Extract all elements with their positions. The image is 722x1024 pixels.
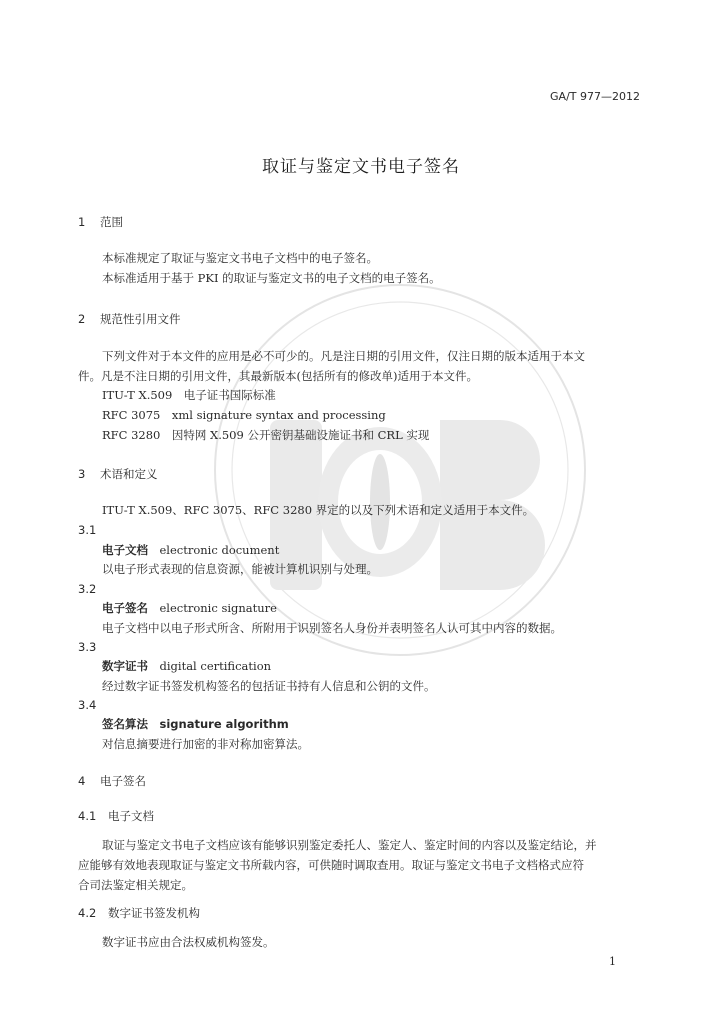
term-definition: 经过数字证书签发机构签名的包括证书持有人信息和公钥的文件。: [102, 679, 436, 693]
section-3-heading: [78, 466, 158, 482]
term-definition: 电子文档中以电子形式所含、所附用于识别签名人身份并表明签名人认可其中内容的数据。: [102, 621, 562, 635]
subsection-4-2-heading: [78, 905, 200, 921]
term-en: electronic document: [159, 543, 280, 557]
section-number: 4.2: [78, 906, 97, 920]
reference-item: ITU-T X.509 电子证书国际标准: [102, 388, 276, 402]
paragraph: 本标准适用于基于 PKI 的取证与鉴定文书的电子文档的电子签名。: [102, 271, 441, 285]
section-title: 术语和定义: [100, 467, 158, 481]
paragraph: 件。凡是不注日期的引用文件，其最新版本(包括所有的修改单)适用于本文件。: [78, 369, 478, 383]
term-number: 3.3: [78, 640, 97, 654]
paragraph: 数字证书应由合法权威机构签发。: [102, 935, 275, 949]
section-title: 电子文档: [108, 809, 154, 823]
reference-item: RFC 3280 因特网 X.509 公开密钥基础设施证书和 CRL 实现: [102, 428, 430, 442]
term-en: digital certification: [159, 659, 272, 673]
term-heading: [102, 716, 289, 732]
term-zh: 电子签名: [102, 601, 148, 615]
subsection-4-1-heading: [78, 808, 154, 824]
section-1-heading: [78, 214, 123, 230]
reference-item: RFC 3075 xml signature syntax and processing: [102, 408, 386, 422]
section-4-heading: [78, 773, 146, 789]
term-heading: [102, 542, 279, 558]
term-zh: 数字证书: [102, 659, 148, 673]
paragraph: 应能够有效地表现取证与鉴定文书所载内容，可供随时调取查用。取证与鉴定文书电子文档格式应符: [78, 858, 584, 872]
paragraph: 下列文件对于本文件的应用是必不可少的。凡是注日期的引用文件，仅注日期的版本适用于本文: [102, 349, 585, 363]
term-heading: [102, 600, 277, 616]
term-number: 3.1: [78, 523, 97, 537]
paragraph: 取证与鉴定文书电子文档应该有能够识别鉴定委托人、鉴定人、鉴定时间的内容以及鉴定结论，并: [102, 838, 597, 852]
term-en: electronic signature: [159, 601, 277, 615]
section-title: 范围: [100, 215, 123, 229]
term-heading: [102, 658, 271, 674]
term-zh: 签名算法: [102, 717, 148, 731]
term-definition: 对信息摘要进行加密的非对称加密算法。: [102, 737, 309, 751]
section-number: 4.1: [78, 809, 97, 823]
section-number: 3: [78, 467, 86, 481]
paragraph: 本标准规定了取证与鉴定文书电子文档中的电子签名。: [102, 251, 378, 265]
section-2-heading: [78, 311, 181, 327]
page-number: 1: [609, 955, 616, 968]
section-title: 规范性引用文件: [100, 312, 181, 326]
term-en: signature algorithm: [159, 717, 289, 731]
section-number: 1: [78, 215, 86, 229]
term-zh: 电子文档: [102, 543, 148, 557]
paragraph: 合司法鉴定相关规定。: [78, 878, 193, 892]
section-number: 2: [78, 312, 86, 326]
term-number: 3.2: [78, 582, 97, 596]
section-title: 数字证书签发机构: [108, 906, 200, 920]
section-title: 电子签名: [100, 774, 146, 788]
paragraph: ITU-T X.509、RFC 3075、RFC 3280 界定的以及下列术语和定义适用于本文件。: [102, 503, 535, 517]
term-number: 3.4: [78, 698, 97, 712]
term-definition: 以电子形式表现的信息资源，能被计算机识别与处理。: [102, 562, 378, 576]
document-title: 取证与鉴定文书电子签名: [262, 157, 460, 177]
document-code: GA/T 977—2012: [550, 90, 640, 103]
section-number: 4: [78, 774, 86, 788]
